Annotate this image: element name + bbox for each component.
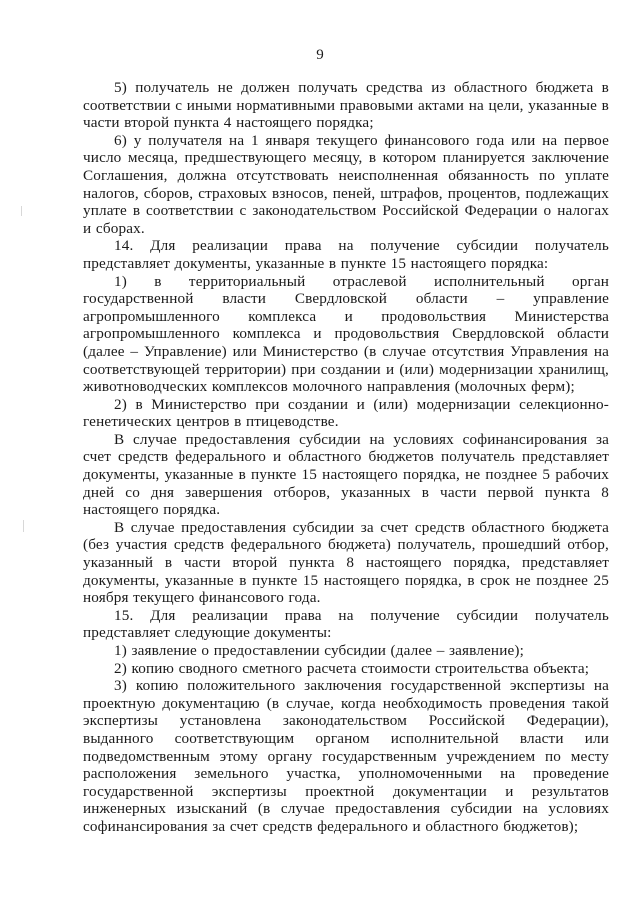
page-number: 9 <box>316 47 324 63</box>
paragraph-clause-15-item-3: 3) копию положительного заключения государственной экспертизы на проектную документацию (в случае, когда необходимость проведения такой экспертизы установлена законодательством Российской Федерации), выданного соответствующим органом исполнительной власти или подведомственным этому органу государственным учреждением по месту расположения земельного участка, уполномоченными на проведение государственной экспертизы проектной документации и результатов инженерных изысканий (в случае предоставления субсидии на условиях софинансирования за счет средств федерального и областного бюджетов); <box>83 677 609 835</box>
paragraph-cofinancing: В случае предоставления субсидии на условиях софинансирования за счет средств федерального и областного бюджетов получатель представляет документы, указанные в пункте 15 настоящего порядка, не позднее 5 рабочих дней со дня завершения отборов, указанных в части первой пункта 8 настоящего порядка. <box>83 430 609 519</box>
scan-mark <box>21 206 22 216</box>
document-body <box>83 79 609 836</box>
paragraph-clause-15-item-2: 2) копию сводного сметного расчета стоимости строительства объекта; <box>114 659 590 677</box>
paragraph-clause-14: 14. Для реализации права на получение субсидии получатель представляет документы, указанные в пункте 15 настоящего порядка: <box>83 237 609 272</box>
scan-mark <box>23 520 24 532</box>
paragraph-item-5: 5) получатель не должен получать средства из областного бюджета в соответствии с иными нормативными правовыми актами на цели, указанные в части второй пункта 4 настоящего порядка; <box>83 79 609 132</box>
paragraph-clause-14-item-1: 1) в территориальный отраслевой исполнительный орган государственной власти Свердловской области – управление агропромышленного комплекса и продовольствия Министерства агропромышленного комплекса и продовольствия Свердловской области (далее – Управление) или Министерство (в случае отсутствия Управления на соответствующей территории) при создании и (или) модернизации хранилищ, животноводческих комплексов молочного направления (молочных ферм); <box>83 272 609 396</box>
paragraph-item-6: 6) у получателя на 1 января текущего финансового года или на первое число месяца, предшествующего месяцу, в котором планируется заключение Соглашения, должна отсутствовать неисполненная обязанность по уплате налогов, сборов, страховых взносов, пеней, штрафов, процентов, подлежащих уплате в соответствии с законодательством Российской Федерации о налогах и сборах. <box>83 131 609 237</box>
paragraph-regional-budget: В случае предоставления субсидии за счет средств областного бюджета (без участия средств федерального бюджета) получатель, прошедший отбор, указанный в части второй пункта 8 настоящего порядка, представляет документы, указанные в пункте 15 настоящего порядка, в срок не позднее 25 ноября текущего финансового года. <box>83 518 609 607</box>
paragraph-clause-15: 15. Для реализации права на получение субсидии получатель представляет следующие документы: <box>83 606 609 642</box>
paragraph-clause-14-item-2: 2) в Министерство при создании и (или) модернизации селекционно-генетических центров в птицеводстве. <box>83 395 609 431</box>
paragraph-clause-15-item-1: 1) заявление о предоставлении субсидии (далее – заявление); <box>114 642 524 659</box>
